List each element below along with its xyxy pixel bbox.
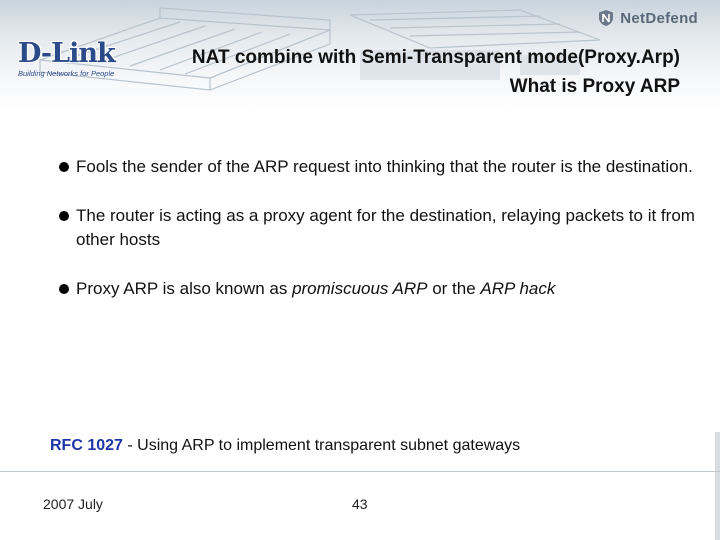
bullet-item — [56, 277, 706, 301]
dlink-logo-text: D-Link — [18, 38, 115, 69]
title-line-2: What is Proxy ARP — [509, 76, 680, 97]
bullet-emphasis: ARP hack — [480, 279, 556, 298]
bullet-text-part: Proxy ARP is also known as — [76, 279, 293, 298]
bullet-emphasis: promiscuous ARP — [292, 279, 428, 298]
page-number: 43 — [352, 496, 368, 512]
bullet-item — [56, 204, 706, 252]
footer-date: 2007 July — [43, 496, 103, 512]
bullet-text: Fools the sender of the ARP request into thinking that the router is the destination. — [76, 157, 693, 176]
bullet-text-part: or the — [427, 279, 481, 298]
bullet-list — [56, 155, 706, 326]
header-band — [0, 0, 720, 115]
rfc-footnote — [50, 437, 520, 455]
shield-icon — [597, 9, 615, 27]
footer-divider — [0, 471, 720, 472]
footer-edge — [715, 432, 720, 540]
title-line-1: NAT combine with Semi-Transparent mode(Proxy.Arp) — [191, 47, 680, 68]
dlink-tagline: Building Networks for People — [18, 69, 115, 78]
bullet-item — [56, 155, 706, 179]
slide-title — [100, 43, 680, 101]
bullet-text: The router is acting as a proxy agent for the destination, relaying packets to it from other hosts — [76, 206, 695, 249]
rfc-link[interactable]: RFC 1027 — [50, 437, 123, 454]
netdefend-logo-text: NetDefend — [620, 9, 698, 27]
rfc-description: - Using ARP to implement transparent subnet gateways — [122, 437, 521, 454]
netdefend-logo — [597, 9, 698, 27]
